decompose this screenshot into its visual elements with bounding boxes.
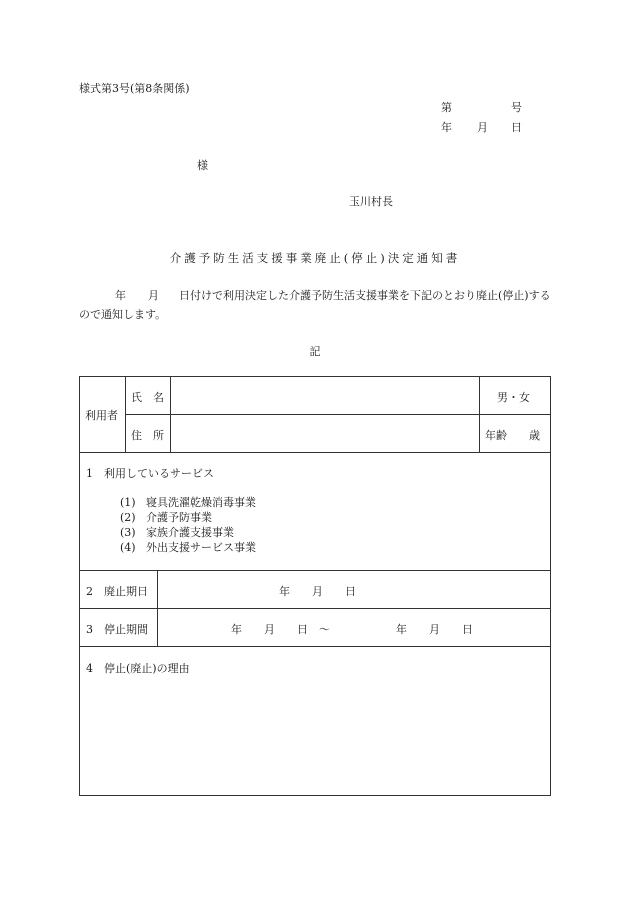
row-divider [80,646,551,647]
services-heading: 1 利用しているサービス [86,467,214,480]
service-item [120,510,256,525]
document-number-suffix: 号 [511,101,522,114]
col-divider [479,377,480,452]
document-number-prefix: 第 [441,101,452,114]
row-divider [80,608,551,609]
service-number: (2) [120,511,136,524]
address-label: 住 所 [131,429,164,442]
age-label: 年齢 歳 [485,429,540,442]
service-number: (1) [120,496,136,509]
col-divider [157,570,158,646]
service-name: 介護予防事業 [146,511,212,524]
service-number: (3) [120,526,136,539]
service-number: (4) [120,541,136,554]
issuer-name: 玉川村長 [349,195,393,208]
notice-text: 日付けで利用決定した介護予防生活支援事業を下記のとおり廃止(停止)するので通知します。 [79,289,551,321]
issue-date-year: 年 [441,121,452,134]
col-divider [170,377,171,452]
notice-paragraph [79,286,551,324]
service-item [120,525,256,540]
service-name: 外出支援サービス事業 [146,541,256,554]
service-name: 家族介護支援事業 [146,526,234,539]
service-item [120,495,256,510]
issue-date-day: 日 [511,121,522,134]
row-divider [80,452,551,453]
service-item [120,540,256,555]
col-divider [125,377,126,452]
service-name: 寝具洗濯乾燥消毒事業 [146,496,256,509]
user-label: 利用者 [85,409,118,422]
issue-date-month: 月 [477,121,488,134]
notice-month: 月 [148,289,159,302]
row-divider [125,414,551,415]
ki-heading: 記 [309,345,321,358]
suspend-start-date: 年 月 日 〜 [231,623,330,636]
addressee-suffix: 様 [197,159,208,172]
document-title: 介護予防生活支援事業廃止(停止)決定通知書 [169,251,461,265]
abolish-date-label: 2 廃止期日 [86,585,148,598]
form-number: 様式第3号(第8条関係) [79,82,190,95]
row-divider [80,570,551,571]
gender-label: 男・女 [497,391,530,404]
name-label: 氏 名 [131,391,164,404]
services-list [120,495,256,555]
suspend-period-label: 3 停止期間 [86,623,148,636]
suspend-end-date: 年 月 日 [396,623,473,636]
notice-year: 年 [115,289,126,302]
abolish-date-value: 年 月 日 [279,585,356,598]
notice-table [79,376,551,796]
reason-label: 4 停止(廃止)の理由 [86,662,190,675]
